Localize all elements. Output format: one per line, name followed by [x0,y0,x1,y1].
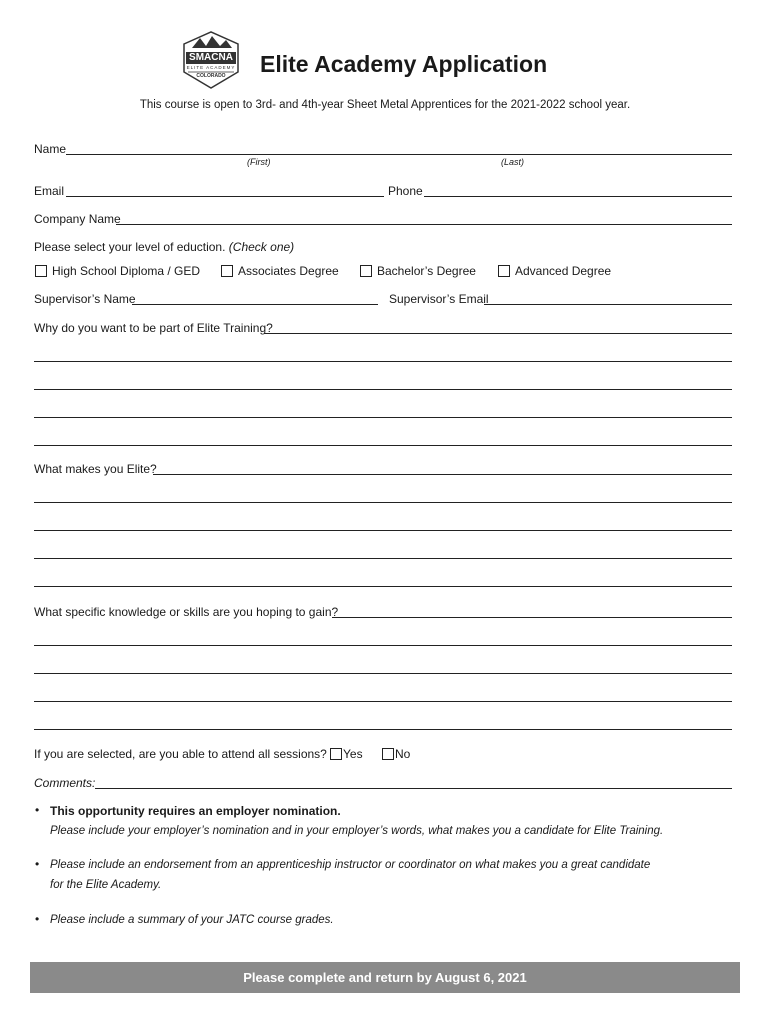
education-prompt-text: Please select your level of eduction. [34,240,226,254]
education-checkbox-bachelors[interactable] [360,265,372,277]
question-skills-to-gain: What specific knowledge or skills are you hoping to gain? [34,605,339,619]
bullet-course-grades: Please include a summary of your JATC course grades. [50,914,334,926]
footer-deadline-text: Please complete and return by August 6, 2021 [243,970,527,985]
company-input[interactable] [116,224,732,225]
last-name-hint: (Last) [501,157,525,167]
phone-label: Phone [388,184,423,198]
name-label: Name [34,142,67,156]
answer-line[interactable] [34,558,732,559]
bullet-employer-nomination: This opportunity requires an employer nomination. [50,804,341,818]
attend-yes-label: Yes [343,747,363,761]
bullet-dot: • [35,857,40,871]
education-option-advanced: Advanced Degree [515,264,612,278]
answer-line[interactable] [34,701,732,702]
phone-input[interactable] [424,196,732,197]
answer-line[interactable] [34,729,732,730]
comments-input[interactable] [95,788,732,789]
education-prompt [34,240,294,254]
attend-no-checkbox[interactable] [382,748,394,760]
smacna-logo [178,30,244,90]
question-what-makes-you-elite: What makes you Elite? [34,462,157,476]
answer-line[interactable] [332,617,732,618]
education-option-hs: High School Diploma / GED [52,264,201,278]
bullet-endorsement-line1: Please include an endorsement from an apprenticeship instructor or coordinator on what makes you a great candidate [50,859,651,871]
answer-line[interactable] [34,417,732,418]
answer-line[interactable] [34,445,732,446]
answer-line[interactable] [34,502,732,503]
name-input[interactable] [66,154,732,155]
education-checkbox-advanced[interactable] [498,265,510,277]
comments-label: Comments: [34,776,96,790]
logo-region-text: COLORADO [196,73,226,79]
intro-text: This course is open to 3rd- and 4th-year Sheet Metal Apprentices for the 2021-2022 school year. [139,99,631,111]
supervisor-name-input[interactable] [132,304,378,305]
attend-question: If you are selected, are you able to attend all sessions? [34,747,327,761]
email-label: Email [34,184,65,198]
education-option-bachelors: Bachelor’s Degree [377,264,476,278]
answer-line[interactable] [34,586,732,587]
education-option-associates: Associates Degree [238,264,339,278]
education-checkbox-hs[interactable] [35,265,47,277]
answer-line[interactable] [34,673,732,674]
question-why-elite-training: Why do you want to be part of Elite Training? [34,321,273,335]
email-input[interactable] [66,196,384,197]
bullet-dot: • [35,803,40,817]
attend-no-label: No [395,747,411,761]
answer-line[interactable] [34,530,732,531]
attend-yes-checkbox[interactable] [330,748,342,760]
supervisor-email-label: Supervisor’s Email [389,292,489,306]
logo-tagline-text: ELITE ACADEMY [186,65,236,70]
supervisor-name-label: Supervisor’s Name [34,292,136,306]
bullet-employer-nomination-detail: Please include your employer’s nomination and in your employer’s words, what makes you a candidate for Elite Training. [50,825,664,837]
answer-line[interactable] [153,474,732,475]
page-title: Elite Academy Application [260,51,548,77]
answer-line[interactable] [34,389,732,390]
answer-line[interactable] [34,361,732,362]
supervisor-email-input[interactable] [484,304,732,305]
first-name-hint: (First) [247,157,271,167]
logo-org-text: SMACNA [189,52,233,63]
bullet-endorsement-line2: for the Elite Academy. [50,879,162,891]
bullet-dot: • [35,912,40,926]
education-checkbox-associates[interactable] [221,265,233,277]
company-label: Company Name [34,212,121,226]
answer-line[interactable] [264,333,732,334]
education-prompt-hint: (Check one) [228,240,295,254]
answer-line[interactable] [34,645,732,646]
